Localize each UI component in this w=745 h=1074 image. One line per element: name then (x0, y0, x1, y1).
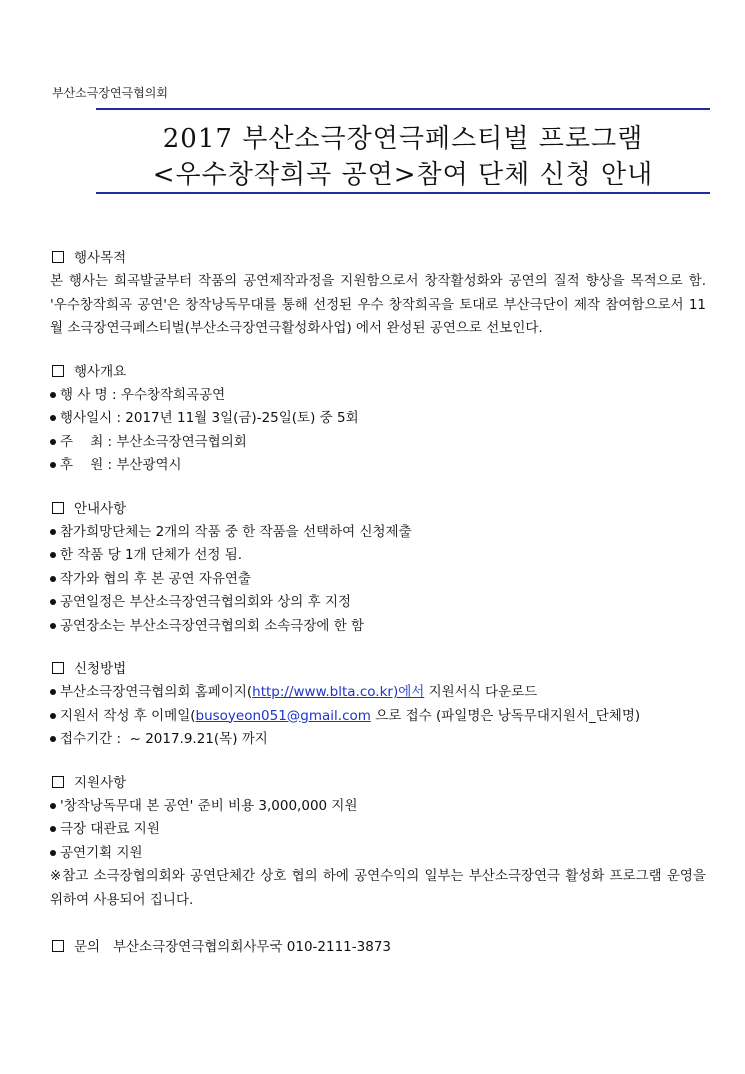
contact-text: 문의 부산소극장연극협의회사무국 010-2111-3873 (74, 939, 392, 955)
bullet-icon (50, 803, 56, 809)
list-item-text: 접수기간 : ~ 2017.9.21(목) 까지 (60, 731, 268, 747)
bullet-icon (50, 462, 56, 468)
title-rule-top (96, 108, 710, 110)
bullet-icon (50, 850, 56, 856)
bullet-icon (50, 529, 56, 535)
list-item (50, 431, 706, 455)
list-item (50, 728, 706, 752)
list-item (50, 795, 706, 819)
bullet-icon (50, 576, 56, 582)
list-item-text: 부산소극장연극협의회 홈페이지( (60, 684, 253, 700)
list-item (50, 705, 706, 729)
checkbox-square-icon (52, 662, 64, 674)
list-item (50, 681, 706, 705)
list-item-text: '창작낭독무대 본 공연' 준비 비용 3,000,000 지원 (60, 797, 358, 814)
list-item (50, 407, 706, 431)
checkbox-square-icon (52, 365, 64, 377)
list-item (50, 544, 706, 568)
list-item-text: 작가와 협의 후 본 공연 자유연출 (60, 570, 251, 587)
bullet-icon (50, 599, 56, 605)
title-rule-bottom (96, 192, 710, 194)
list-item-text: 공연기획 지원 (60, 844, 143, 861)
list-item (50, 521, 706, 545)
section-guide-heading (50, 498, 706, 521)
list-item (50, 615, 706, 639)
bullet-icon (50, 623, 56, 629)
section-support-heading (50, 772, 706, 795)
list-item (50, 568, 706, 592)
list-item-text: 행사일시 : 2017년 11월 3일(금)-25일(토) 중 5회 (60, 410, 359, 426)
list-item-text: 지원서식 다운로드 (424, 684, 538, 700)
checkbox-square-icon (52, 940, 64, 952)
bullet-icon (50, 392, 56, 398)
bullet-icon (50, 415, 56, 421)
list-item-text: 극장 대관료 지원 (60, 821, 160, 837)
list-item-text: 공연장소는 부산소극장연극협의회 소속극장에 한 함 (60, 617, 365, 634)
list-item-text: 으로 접수 (파일명은 낭독무대지원서_단체명) (370, 707, 641, 724)
purpose-paragraph: 본 행사는 희곡발굴부터 작품의 공연제작과정을 지원함으로서 창작활성화와 공연의 질적 향상을 목적으로 함. '우수창작희곡 공연'은 창작낭독무대를 통해 선정된 우수 창작희곡을 토대로 부산극단이 제작 참여함으로서 11월 소극장연극페스티벌(부산소극장연극활성화사업) 에서 완성된 공연으로 선보인다. (50, 273, 706, 336)
list-item-text: 주 최 : 부산소극장연극협의회 (60, 433, 247, 450)
checkbox-square-icon (52, 251, 64, 263)
homepage-link[interactable]: http://www.blta.co.kr)에서 (252, 684, 425, 700)
page-title-line2: <우수창작희곡 공연>참여 단체 신청 안내 (152, 160, 654, 190)
section-overview-heading (50, 361, 706, 384)
support-note: ※참고 소극장협의회와 공연단체간 상호 협의 하에 공연수익의 일부는 부산소극장연극 활성화 프로그램 운영을 위하여 사용되어 집니다. (50, 868, 706, 908)
list-item (50, 454, 706, 478)
bullet-icon (50, 826, 56, 832)
section-heading-text: 신청방법 (74, 661, 127, 677)
bullet-icon (50, 713, 56, 719)
section-heading-text: 지원사항 (74, 774, 127, 791)
page-title-line1: 2017 부산소극장연극페스티벌 프로그램 (162, 124, 644, 154)
list-item (50, 818, 706, 842)
checkbox-square-icon (52, 502, 64, 514)
bullet-icon (50, 552, 56, 558)
list-item (50, 384, 706, 408)
list-item-text: 참가희망단체는 2개의 작품 중 한 작품을 선택하여 신청제출 (60, 523, 412, 540)
list-item (50, 591, 706, 615)
list-item-text: 한 작품 당 1개 단체가 선정 됨. (60, 547, 243, 563)
list-item (50, 842, 706, 866)
section-apply-heading (50, 658, 706, 681)
section-heading-text: 행사개요 (74, 363, 127, 380)
email-link[interactable]: busoyeon051@gmail.com (195, 707, 371, 724)
contact-line (50, 936, 706, 959)
section-heading-text: 안내사항 (74, 500, 127, 517)
section-purpose-heading (50, 247, 706, 270)
list-item-text: 후 원 : 부산광역시 (60, 457, 182, 473)
section-heading-text: 행사목적 (74, 250, 127, 266)
list-item-text: 공연일정은 부산소극장연극협의회와 상의 후 지정 (60, 594, 352, 610)
document-body (50, 247, 706, 959)
bullet-icon (50, 439, 56, 445)
list-item-text: 행 사 명 : 우수창작희곡공연 (60, 386, 226, 403)
list-item-text: 지원서 작성 후 이메일( (60, 707, 196, 724)
checkbox-square-icon (52, 776, 64, 788)
bullet-icon (50, 736, 56, 742)
bullet-icon (50, 689, 56, 695)
header-org: 부산소극장연극협의회 (52, 86, 168, 100)
